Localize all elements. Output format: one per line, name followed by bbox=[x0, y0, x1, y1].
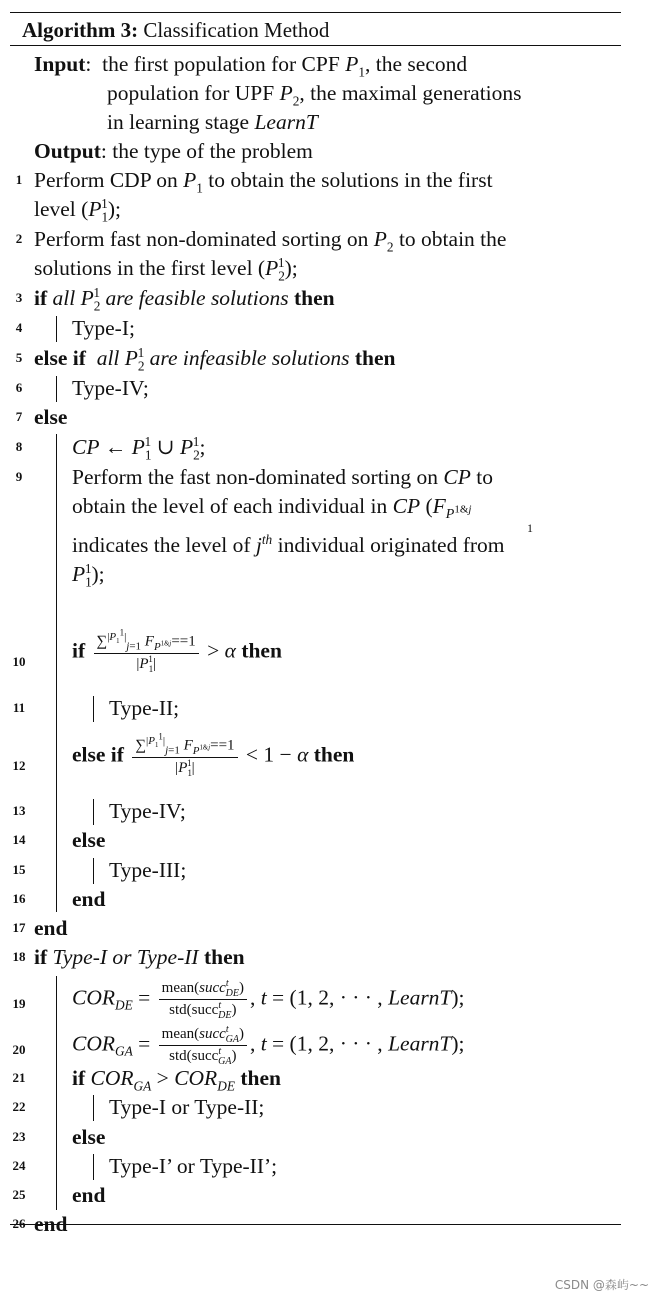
line-24-text: Type-I’ or Type-II’; bbox=[109, 1154, 278, 1178]
line-number: 12 bbox=[12, 758, 26, 773]
line-number: 6 bbox=[15, 380, 23, 395]
caption-title: Classification Method bbox=[143, 18, 330, 42]
line-number: 8 bbox=[15, 439, 23, 454]
line-11-text: Type-II; bbox=[109, 696, 180, 720]
line-number: 16 bbox=[12, 891, 26, 906]
line-20: 20 $COR_{GA}$ = $\frac{mean(succ^t_{GA})}{std(succ^t_{GA})}$ , t = (1, 2, · · · , LearnT); bbox=[10, 1022, 621, 1066]
indent-bar bbox=[93, 1154, 94, 1180]
indent-bar bbox=[93, 696, 94, 722]
line-number: 3 bbox=[15, 290, 23, 305]
line-13-text: Type-IV; bbox=[109, 799, 186, 823]
indent-bar bbox=[93, 858, 94, 884]
input-label: Input bbox=[34, 52, 86, 76]
algorithm-block bbox=[10, 12, 621, 1236]
line-23-text: else bbox=[72, 1125, 106, 1149]
line-17-text: end bbox=[34, 916, 68, 940]
line-6-text: Type-IV; bbox=[72, 376, 149, 400]
line-number: 5 bbox=[15, 350, 23, 365]
line-number: 24 bbox=[12, 1158, 26, 1173]
line-25-text: end bbox=[72, 1183, 106, 1207]
indent-bar bbox=[56, 976, 57, 1210]
line-10: 10 if $\frac{\sum^{|P_1^1|}_{j=1} F_{P^{1\&j}}==1}{|P_1^1|}$ > α then bbox=[10, 632, 621, 682]
line-number: 26 bbox=[12, 1216, 26, 1231]
caption-label: Algorithm 3: bbox=[22, 18, 139, 42]
line-12: 12 else if $\frac{\sum^{|P_1^1|}_{j=1} F_{P^{1\&j}}==1}{|P_1^1|}$ < 1 − α then bbox=[10, 736, 621, 786]
line-number: 2 bbox=[15, 231, 23, 246]
line-16-text: end bbox=[72, 887, 106, 911]
line-number: 9 bbox=[15, 469, 23, 484]
output-text: : the type of the problem bbox=[100, 139, 313, 163]
line-number: 19 bbox=[12, 996, 26, 1011]
line-number: 1 bbox=[15, 172, 23, 187]
line-number: 17 bbox=[12, 920, 26, 935]
indent-bar bbox=[93, 1095, 94, 1121]
bottom-rule bbox=[10, 1224, 621, 1225]
line-number: 22 bbox=[12, 1099, 26, 1114]
line-number: 23 bbox=[12, 1129, 26, 1144]
watermark-text: CSDN @森屿~~ bbox=[554, 1278, 649, 1292]
line-number: 14 bbox=[12, 832, 26, 847]
indent-bar bbox=[56, 376, 57, 402]
indent-bar bbox=[56, 434, 57, 912]
output-label: Output bbox=[34, 139, 101, 163]
line-14-text: else bbox=[72, 828, 106, 852]
algorithm-body: Input: the first population for CPF $P_1$, the second population for UPF $P_2$, the maximal generations in learning stage LearnT Output: the type of the problem 1 Perform CDP on $P_1$ to obtain the solutions in the first level $(P_1^1)$; 2 Perform fast non-dominated sorting on $P_2$ to obtain the solutions in the first level $(P_2^1)$; 3 if all $P_2^1$ are feasible solutions then 4 Type-I; 5 else if all $P_2^1$ are infeasible solutions then 6 Type-IV; 7 else 8 CP ← $P_1^1$ ∪ $P_2^1$; 9 Perform the fast non-dominated sorting on CP to obtain the level of each individual in CP ($F_{P^{1\&j}}$ 1 indicates the level of $j^{th}$ individual originated from $P_1^1$); 10 if $\frac{\sum^{|P_1^1|}_{j=1} F_{P^{1\&j}}==1}{|P_1^1|}$ > α then 11 Type-II; 12 else if $\frac{\sum^{|P_1^1|}_{j=1} F_{P^{1\&j}}==1}{|P_1^1|}$ < 1 − α then 13 Type-IV; 14 else 15 Type-III; 16 end 17 end 18 if Type-I or Type-II then 19 $COR_{DE}$ = $\frac{mean(succ^t_{DE})}{std(succ^t_{DE})}$ , t = (1, 2, · · · , LearnT); 20 $COR_{GA}$ = $\frac{mean(succ^t_{GA})}{std(succ^t_{GA})}$ , t = (1, 2, · · · , LearnT); 21 if $COR_{GA} > COR_{DE}$ then 22 Type-I or Type-II; 23 else 24 Type-I’ or Type-II’; 25 end 26 end bbox=[10, 46, 621, 1216]
indent-bar bbox=[56, 316, 57, 342]
line-number: 15 bbox=[12, 862, 26, 877]
line-number: 25 bbox=[12, 1187, 26, 1202]
line-26-text: end bbox=[34, 1212, 68, 1236]
cor-ga-fraction: $\frac{mean(succ^t_{GA})}{std(succ^t_{GA})}$ bbox=[159, 1026, 247, 1065]
line-number: 11 bbox=[12, 700, 26, 715]
cor-de-fraction: $\frac{mean(succ^t_{DE})}{std(succ^t_{DE})}$ bbox=[159, 980, 247, 1019]
line-22-text: Type-I or Type-II; bbox=[109, 1095, 265, 1119]
algorithm-caption bbox=[10, 13, 621, 45]
line-4-text: Type-I; bbox=[72, 316, 135, 340]
line-number: 21 bbox=[12, 1070, 26, 1085]
line-number: 18 bbox=[12, 949, 26, 964]
line-number: 10 bbox=[12, 654, 26, 669]
line-7-text: else bbox=[34, 405, 68, 429]
line-number: 13 bbox=[12, 803, 26, 818]
ratio-fraction: $\frac{\sum^{|P_1^1|}_{j=1} F_{P^{1\&j}}==1}{|P_1^1|}$ bbox=[132, 736, 237, 777]
line-number: 4 bbox=[15, 320, 23, 335]
line-number: 7 bbox=[15, 409, 23, 424]
indent-bar bbox=[93, 799, 94, 825]
line-number: 20 bbox=[12, 1042, 26, 1057]
line-19: 19 $COR_{DE}$ = $\frac{mean(succ^t_{DE})}{std(succ^t_{DE})}$ , t = (1, 2, · · · , LearnT); bbox=[10, 976, 621, 1020]
line-15-text: Type-III; bbox=[109, 858, 187, 882]
ratio-fraction: $\frac{\sum^{|P_1^1|}_{j=1} F_{P^{1\&j}}==1}{|P_1^1|}$ bbox=[94, 632, 199, 673]
